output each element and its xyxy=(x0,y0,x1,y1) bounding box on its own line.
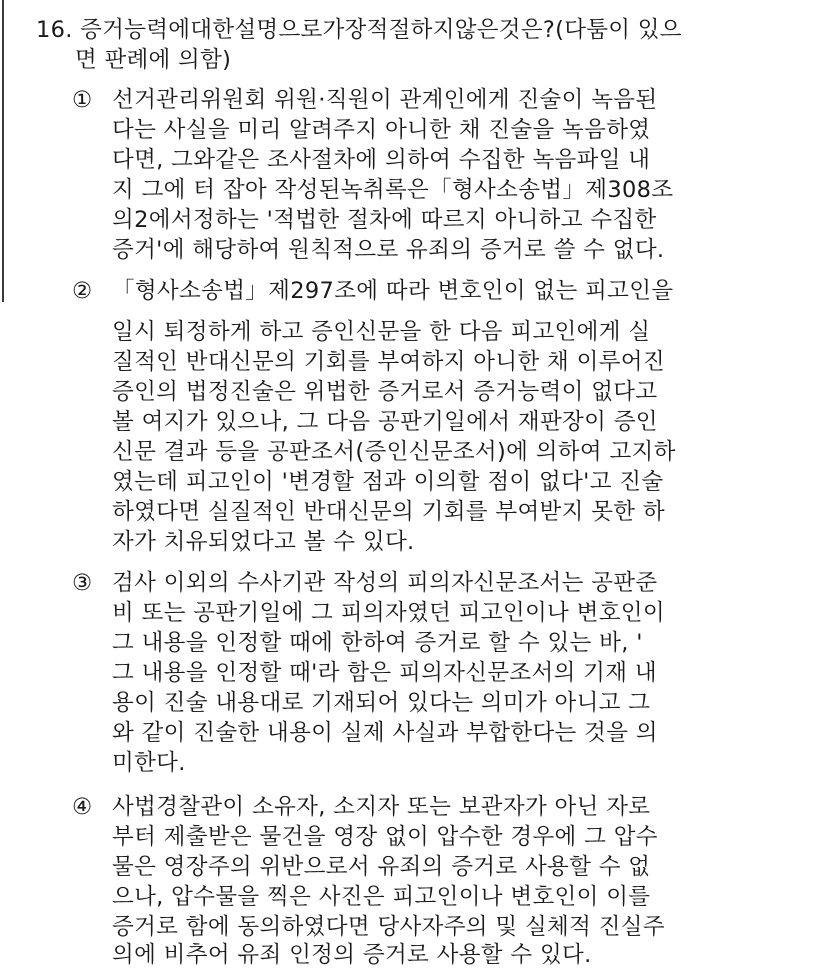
option-line: 의2에서정하는 '적법한 절차에 따르지 아니하고 수집한 xyxy=(112,207,657,233)
option-line: 증거'에 해당하여 원칙적으로 유죄의 증거로 쓸 수 없다. xyxy=(112,237,665,263)
option-line: 와 같이 진술한 내용이 실제 사실과 부합한다는 것을 의 xyxy=(112,720,658,746)
option-marker: ④ xyxy=(72,794,93,820)
option-line: 자가 치유되었다고 볼 수 있다. xyxy=(112,529,415,555)
left-margin-rule xyxy=(2,0,4,302)
option-line: 「형사소송법」제297조에 따라 변호인이 없는 피고인을 xyxy=(112,278,674,304)
option-line: 선거관리위원회 위원·직원이 관계인에게 진술이 녹음된 xyxy=(112,87,658,113)
option-line: 일시 퇴정하게 하고 증인신문을 한 다음 피고인에게 실 xyxy=(112,319,651,345)
option-line: 였는데 피고인이 '변경할 점과 이의할 점이 없다'고 진술 xyxy=(112,469,664,495)
option-line: 하였다면 실질적인 반대신문의 기회를 부여받지 못한 하 xyxy=(112,499,665,525)
option-line: 검사 이외의 수사기관 작성의 피의자신문조서는 공판준 xyxy=(112,570,658,596)
option-line: 볼 여지가 있으나, 그 다음 공판기일에서 재판장이 증인 xyxy=(112,409,658,435)
option-marker: ③ xyxy=(72,570,93,596)
option-line: 증거로 함에 동의하였다면 당사자주의 및 실체적 진실주 xyxy=(112,914,665,940)
option-line: 증인의 법정진술은 위법한 증거로서 증거능력이 없다고 xyxy=(112,379,658,405)
option-line: 비 또는 공판기일에 그 피의자였던 피고인이나 변호인이 xyxy=(112,600,665,626)
option-line: 사법경찰관이 소유자, 소지자 또는 보관자가 아닌 자로 xyxy=(112,794,651,820)
option-line: 그 내용을 인정할 때'라 함은 피의자신문조서의 기재 내 xyxy=(112,660,657,686)
option-line: 부터 제출받은 물건을 영장 없이 압수한 경우에 그 압수 xyxy=(112,824,658,850)
option-line: 으나, 압수물을 찍은 사진은 피고인이나 변호인이 이를 xyxy=(112,884,651,910)
option-line: 물은 영장주의 위반으로서 유죄의 증거로 사용할 수 없 xyxy=(112,854,651,880)
option-marker: ② xyxy=(72,278,93,304)
option-line: 질적인 반대신문의 기회를 부여하지 아니한 채 이루어진 xyxy=(112,349,665,375)
option-line: 그 내용을 인정할 때에 한하여 증거로 할 수 있는 바, ' xyxy=(112,630,643,656)
option-line: 지 그에 터 잡아 작성된녹취록은「형사소송법」제308조 xyxy=(112,177,674,203)
option-line: 다는 사실을 미리 알려주지 아니한 채 진술을 녹음하였 xyxy=(112,117,651,143)
option-line: 용이 진술 내용대로 기재되어 있다는 의미가 아니고 그 xyxy=(112,690,651,716)
option-line: 의에 비추어 유죄 인정의 증거로 사용할 수 있다. xyxy=(112,942,592,968)
option-line: 미한다. xyxy=(112,750,186,776)
option-line: 신문 결과 등을 공판조서(증인신문조서)에 의하여 고지하 xyxy=(112,439,676,465)
option-line: 다면, 그와같은 조사절차에 의하여 수집한 녹음파일 내 xyxy=(112,147,651,173)
question-line: 16. 증거능력에대한설명으로가장적절하지않은것은?(다툼이 있으 xyxy=(36,17,682,43)
option-marker: ① xyxy=(72,87,93,113)
question-line: 면 판례에 의함) xyxy=(75,47,232,73)
